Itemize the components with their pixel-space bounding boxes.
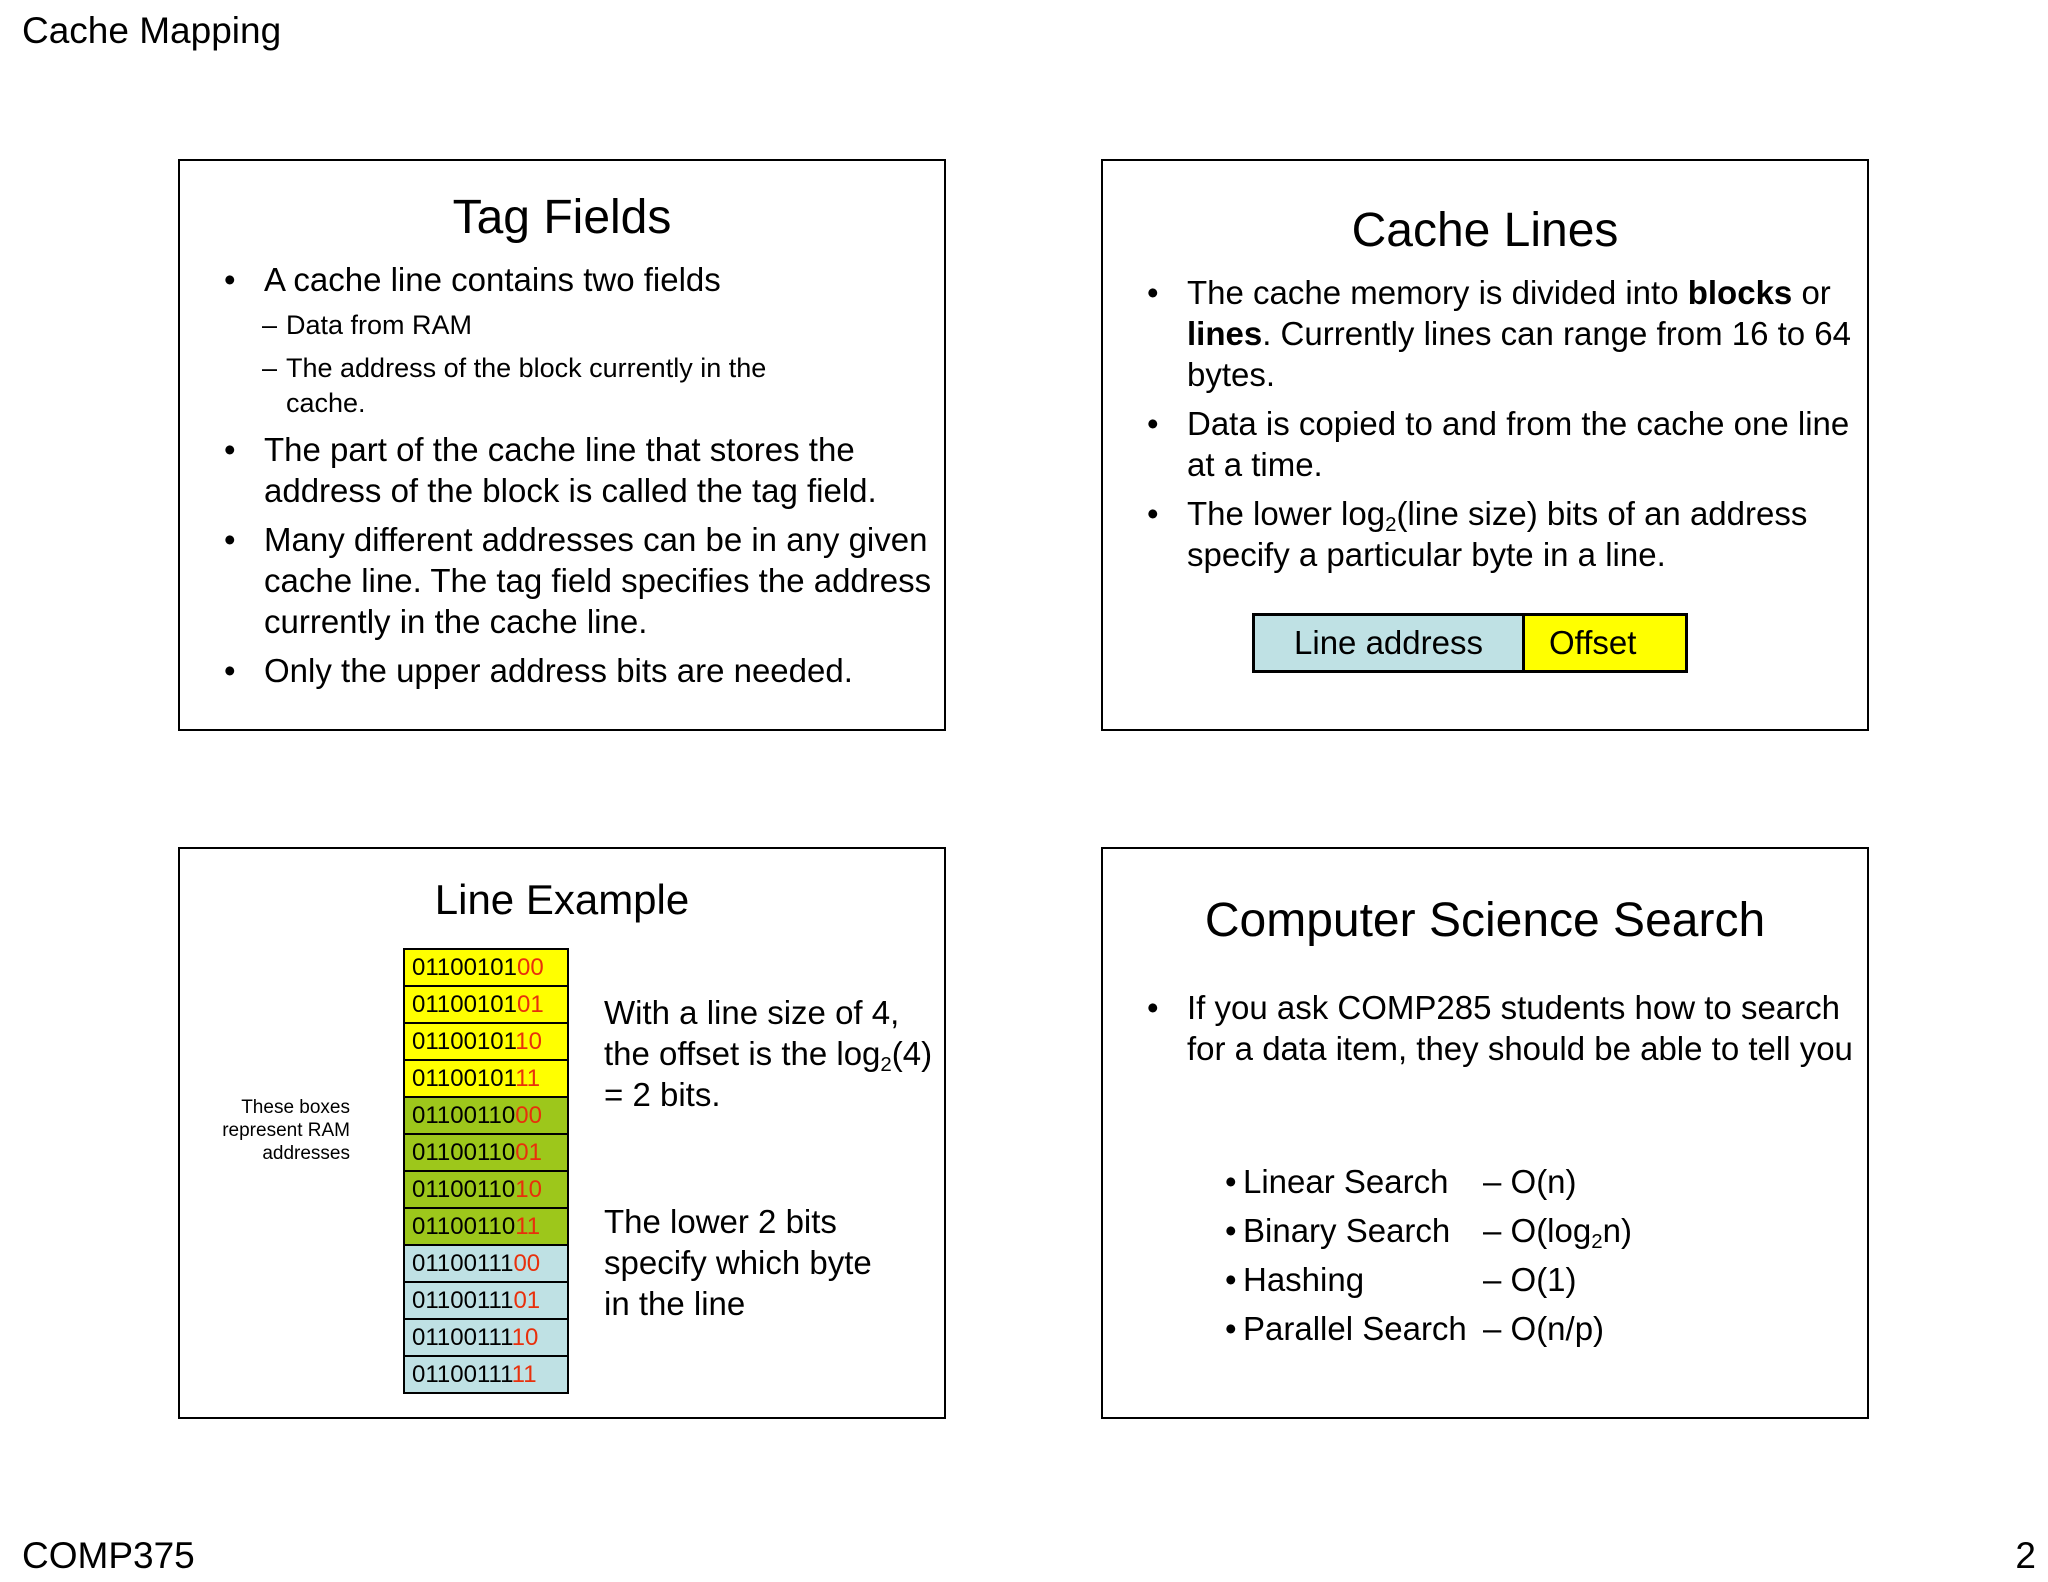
bullet-item: • Only the upper address bits are needed. [220,650,920,691]
address-table [403,948,569,1394]
address-row [404,949,568,986]
address-prefix: 01100101 [412,953,517,981]
bullet-item: • A cache line contains two fields [220,259,920,300]
bullet-list [220,259,932,699]
slide-line-example [178,847,946,1419]
address-prefix: 01100110 [412,1101,516,1129]
offset-explanation: With a line size of 4, the offset is the $\log_2(4) = 2$ bits. [604,994,933,1113]
address-cell [404,1060,568,1097]
bullet-item: • The part of the cache line that stores the address of the block is called the tag field. [220,429,944,511]
slide-title: Tag Fields [452,191,672,244]
address-prefix: 01100101 [412,1064,516,1092]
address-cell [404,1023,568,1060]
address-cell [404,1171,568,1208]
address-offset-bits: 11 [511,1360,537,1388]
page-number: 2 [2015,1535,2036,1576]
offset-field: Offset [1525,616,1685,670]
address-row [404,1134,568,1171]
address-prefix: 01100110 [412,1138,516,1166]
algorithm-item: • Linear Search – O(n) [1225,1157,1632,1206]
slide-title: Line Example [434,876,690,923]
address-cell [404,1208,568,1245]
bullet-list [1143,272,1851,583]
address-row [404,1245,568,1282]
address-row [404,1282,568,1319]
address-row [404,1356,568,1393]
page-header: Cache Mapping [22,10,282,51]
address-cell [404,1356,568,1393]
address-format-diagram [1252,613,1688,673]
address-row [404,1097,568,1134]
ram-note: These boxes represent RAM addresses [222,1097,350,1164]
address-offset-bits: 01 [513,1286,541,1314]
bullet-item: • The cache memory is divided into blocks or lines. Currently lines can range from 16 to 64 bytes. [1143,272,1867,395]
address-prefix: 01100111 [412,1286,514,1314]
address-row [404,986,568,1023]
slide-title: Computer Science Search [1204,894,1766,947]
address-offset-bits: 00 [513,1249,541,1277]
address-offset-bits: 01 [517,990,544,1018]
address-offset-bits: 11 [515,1212,541,1240]
bullet-item: • Many different addresses can be in any given cache line. The tag field specifies the address currently in the cache line. [220,519,944,642]
address-offset-bits: 10 [515,1175,542,1203]
address-row [404,1023,568,1060]
address-offset-bits: 00 [517,953,544,981]
address-row [404,1319,568,1356]
address-offset-bits: 10 [515,1027,542,1055]
algorithm-list [1225,1157,1632,1353]
address-cell [404,1319,568,1356]
algorithm-item: • Parallel Search – O(n/p) [1225,1304,1632,1353]
address-row [404,1208,568,1245]
slide-title: Cache Lines [1351,204,1619,257]
address-cell [404,986,568,1023]
address-offset-bits: 10 [511,1323,539,1351]
bullet-item: • If you ask COMP285 students how to search for a data item, they should be able to tell you [1143,987,1867,1069]
algorithm-item: • Hashing – O(1) [1225,1255,1632,1304]
algorithm-item: • Binary Search – $O(\log_2n)$ [1225,1206,1632,1255]
address-cell [404,1245,568,1282]
address-offset-bits: 11 [515,1064,541,1092]
address-offset-bits: 00 [515,1101,542,1129]
lower-bits-explanation: The lower 2 bits specify which byte in the line [604,1203,872,1322]
address-prefix: 01100111 [412,1249,514,1277]
sub-bullet-item: – Data from RAM [262,310,473,340]
address-prefix: 01100110 [412,1175,516,1203]
slide-cs-search [1101,847,1869,1419]
address-cell [404,1282,568,1319]
address-cell [404,1134,568,1171]
address-row [404,1171,568,1208]
address-prefix: 01100111 [412,1323,512,1351]
slide-cache-lines [1101,159,1869,731]
address-cell [404,1097,568,1134]
sub-bullet-item: – The address of the block currently in the cache. [262,353,767,418]
address-prefix: 01100111 [412,1360,512,1388]
address-prefix: 01100101 [412,1027,516,1055]
address-prefix: 01100110 [412,1212,516,1240]
course-code: COMP375 [22,1535,195,1576]
line-address-field: Line address [1255,616,1525,670]
address-cell [404,949,568,986]
bullet-list [1143,987,1853,1077]
address-prefix: 01100101 [412,990,517,1018]
address-offset-bits: 01 [515,1138,542,1166]
address-row [404,1060,568,1097]
bullet-item: • The lower $\log_2(line$ size) bits of an address specify a particular byte in a line. [1143,493,1867,575]
slide-tag-fields [178,159,946,731]
bullet-item: • Data is copied to and from the cache one line at a time. [1143,403,1867,485]
